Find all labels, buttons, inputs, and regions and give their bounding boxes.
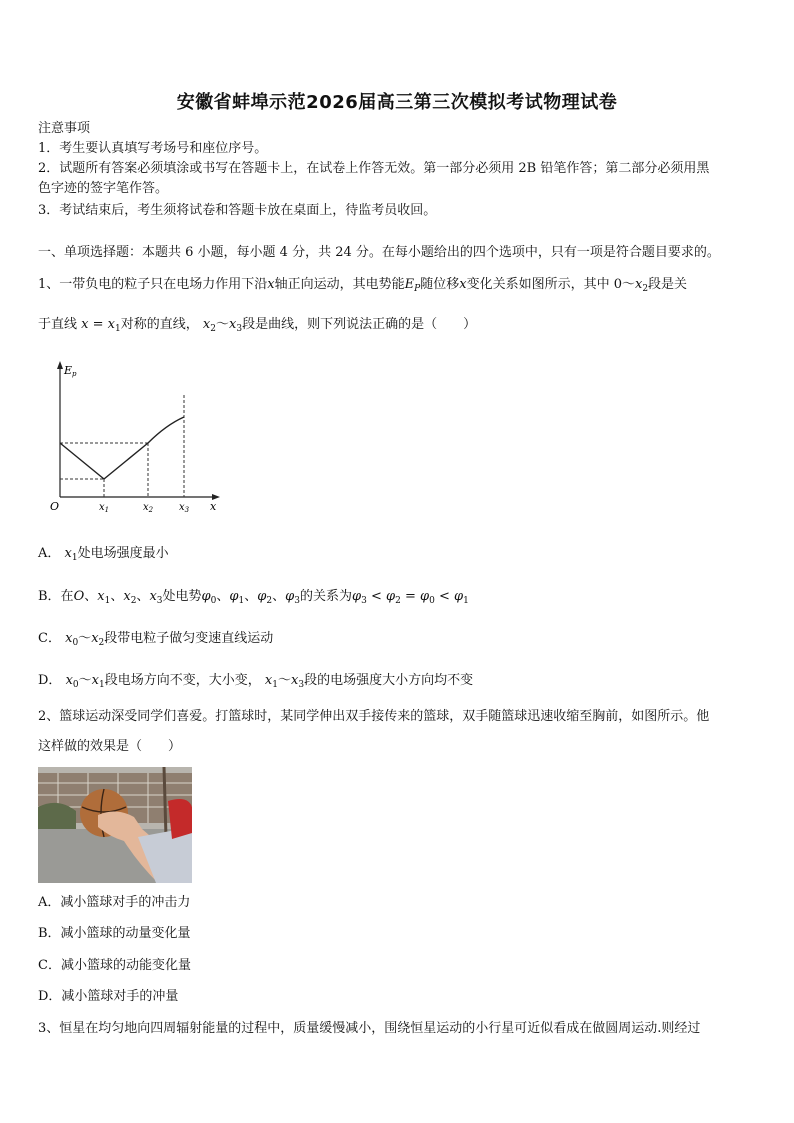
photo-red-shirt <box>168 799 192 839</box>
photo-tree-trunk <box>164 767 166 837</box>
q1-ep-graph <box>40 357 230 527</box>
notice-item-2-cont: 色字迹的签字笔作答。 <box>38 181 169 196</box>
notice-item-3: 3．考试结束后，考生须将试卷和答题卡放在桌面上，待监考员收回。 <box>38 203 437 218</box>
q1-stem-line-2: 于直线 $x = x_1$对称的直线， $x_2\sim x_3$段是曲线，则下列说法正确的是（ ） <box>38 317 477 334</box>
q2-option-b[interactable]: B．减小篮球的动量变化量 <box>38 926 191 941</box>
q2-option-d[interactable]: D．减小篮球对手的冲量 <box>38 989 179 1004</box>
q1-stem2-b: 对称的直线， <box>120 317 199 332</box>
q2-option-c[interactable]: C．减小篮球的动能变化量 <box>38 958 191 973</box>
tick-x1: $x_1$ <box>99 502 110 514</box>
tick-x3: $x_3$ <box>179 502 190 514</box>
q1-stem-c: 随位移 <box>420 277 460 292</box>
q1-stem-e: 段是关 <box>648 277 688 292</box>
y-axis-label: Ep <box>64 364 77 378</box>
q1-option-c[interactable]: C． $x_0\sim x_2$段带电粒子做匀变速直线运动 <box>38 631 274 648</box>
q2-option-a[interactable]: A．减小篮球对手的冲击力 <box>38 895 191 910</box>
notice-item-2: 2．试题所有答案必须填涂或书写在答题卡上，在试卷上作答无效。第一部分必须用 2B 铅笔作答；第二部分必须用黑 <box>38 161 710 176</box>
tick-x2: $x_2$ <box>143 502 154 514</box>
section-1-heading: 一、单项选择题：本题共 6 小题，每小题 4 分，共 24 分。在每小题给出的四个选项中，只有一项是符合题目要求的。 <box>38 245 720 260</box>
q2-stem-line-1: 2、篮球运动深受同学们喜爱。打篮球时，某同学伸出双手接传来的篮球，双手随篮球迅速收缩至胸前，如图所示。他 <box>38 709 710 724</box>
q1-stem2-c: 段是曲线，则下列说法正确的是（ ） <box>242 317 477 332</box>
q1-option-b[interactable]: B．在O、$x_1$、$x_2$、$x_3$处电势$\varphi_0$、$\varphi_1$、$\varphi_2$、$\varphi_3$的关系为$\varphi_3 < \varphi_2 = \varphi_0 < \varphi_1$ <box>38 589 469 606</box>
ep-line-segment <box>60 443 148 479</box>
exam-title: 安徽省蚌埠示范2026届高三第三次模拟考试物理试卷 <box>176 92 618 113</box>
origin-label: O <box>50 500 60 513</box>
q3-stem-line-1: 3、恒星在均匀地向四周辐射能量的过程中，质量缓慢减小，围绕恒星运动的小行星可近似看成在做圆周运动.则经过 <box>38 1021 701 1036</box>
x-axis-label: x <box>210 500 217 513</box>
y-axis-arrow <box>57 361 63 369</box>
q1-stem-d: 变化关系如图所示，其中 0～ <box>466 277 635 292</box>
q1-stem2-a: 于直线 <box>38 317 78 332</box>
basketball-catch-photo <box>38 767 192 883</box>
q1-stem-a: 1、一带负电的粒子只在电场力作用下沿 <box>38 277 268 292</box>
ep-curve-segment <box>148 417 184 443</box>
q1-stem-b: 轴正向运动，其电势能 <box>274 277 405 292</box>
q2-stem-line-2: 这样做的效果是（ ） <box>38 739 182 754</box>
q1-stem-line-1: 1、一带负电的粒子只在电场力作用下沿x轴正向运动，其电势能$E_P$随位移x变化关系如图所示，其中 $0\sim x_2$段是关 <box>38 277 688 294</box>
notice-item-1: 1．考生要认真填写考场号和座位序号。 <box>38 141 268 156</box>
q1-option-d[interactable]: D． $x_0\sim x_1$段电场方向不变，大小变， $x_1\sim x_3$段的电场强度大小方向均不变 <box>38 673 474 690</box>
q1-option-a[interactable]: A． $x_1$处电场强度最小 <box>38 546 169 563</box>
notice-heading: 注意事项 <box>38 121 91 136</box>
